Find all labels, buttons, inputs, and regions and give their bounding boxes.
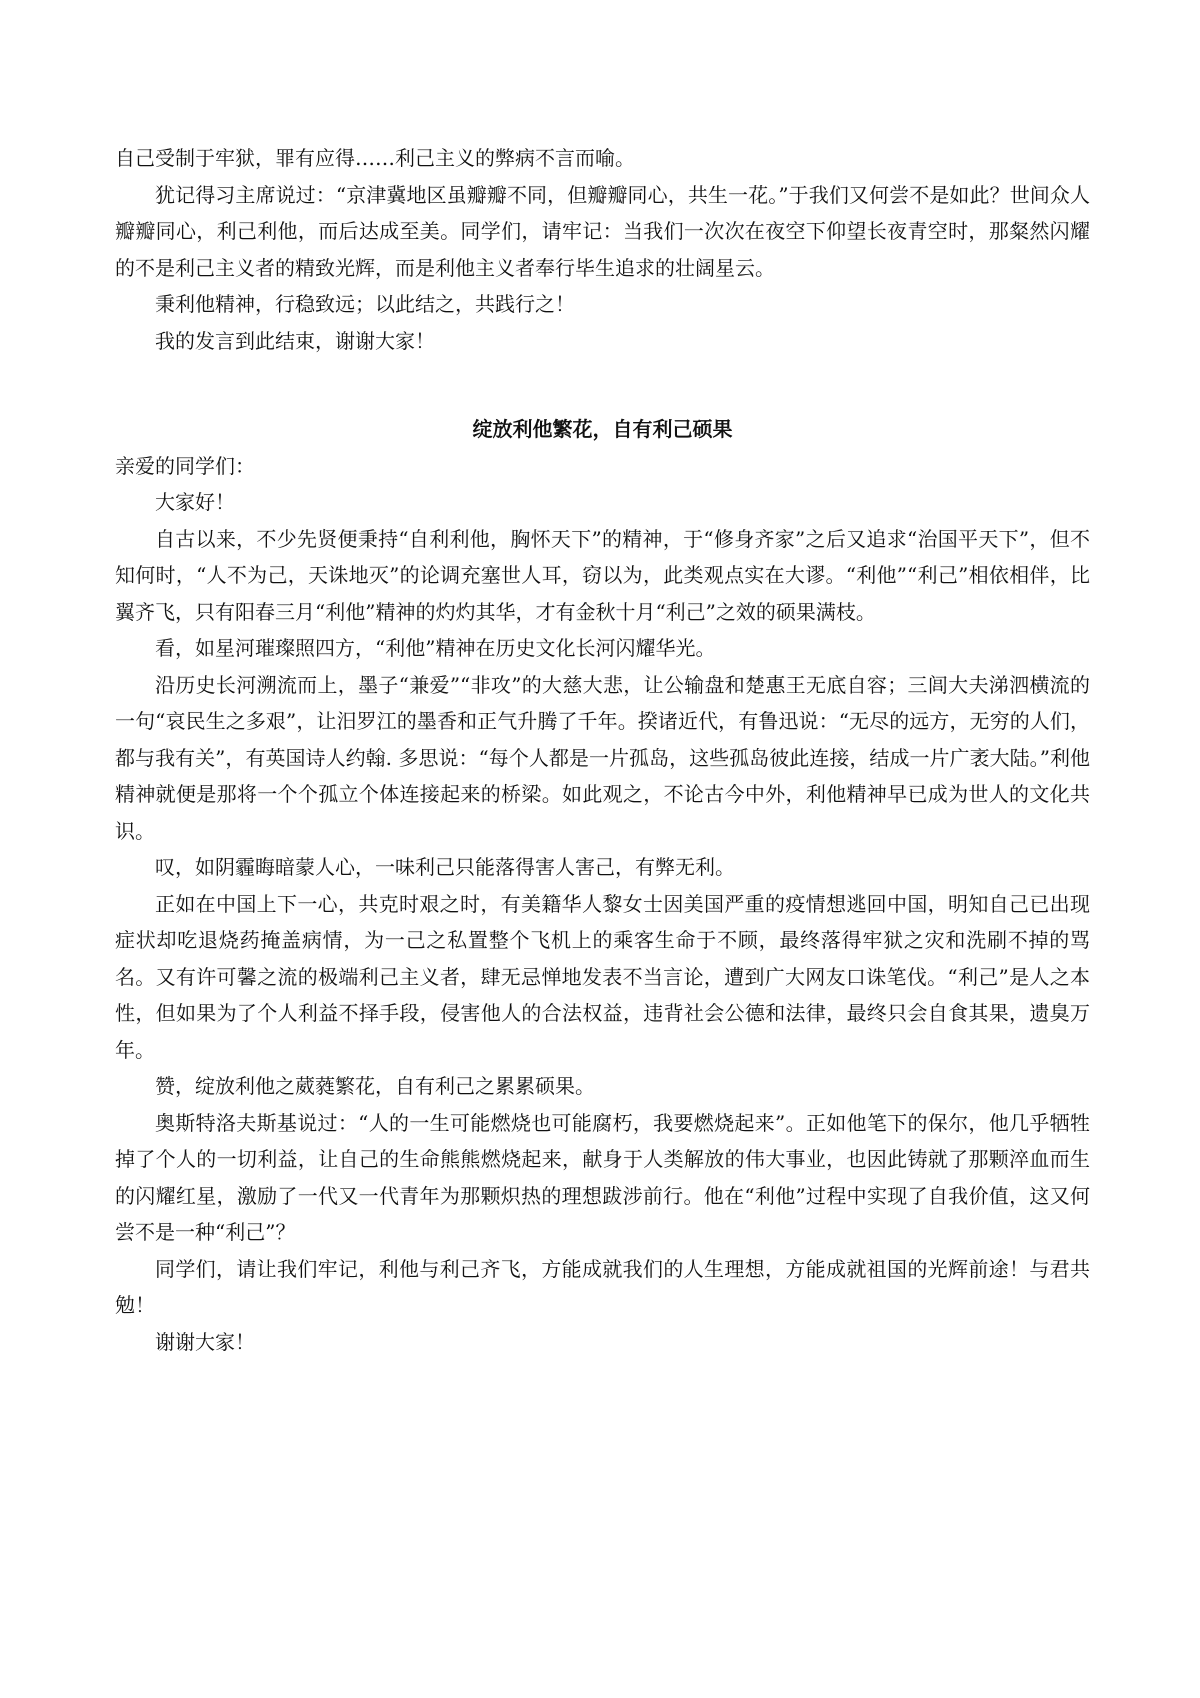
prev-paragraph-1: 自己受制于牢狱，罪有应得……利己主义的弊病不言而喻。 — [115, 146, 635, 170]
section-gap — [115, 359, 1090, 411]
article-closing: 谢谢大家！ — [155, 1329, 255, 1354]
article-paragraph-7: 奥斯特洛夫斯基说过：“人的一生可能燃烧也可能腐朽，我要燃烧起来”。正如他笔下的保尔，他几乎牺牲掉了个人的一切利益，让自己的生命熊熊燃烧起来，献身于人类解放的伟大事业，也因此铸就了那颗淬血而生的闪耀红星，激励了一代又一代青年为那颗炽热的理想跋涉前行。他在“利他”过程中实现了自我价值，这又何尝不是一种“利己”？ — [115, 1110, 1090, 1244]
article-greeting: 大家好！ — [155, 490, 235, 514]
article-salutation: 亲爱的同学们： — [115, 453, 255, 478]
prev-paragraph-2: 犹记得习主席说过：“京津冀地区虽瓣瓣不同，但瓣瓣同心，共生一花。”于我们又何尝不是如此？世间众人瓣瓣同心，利己利他，而后达成至美。同学们，请牢记：当我们一次次在夜空下仰望长夜青空时，那粲然闪耀的不是利己主义者的精致光辉，而是利他主义者奉行毕生追求的壮阔星云。 — [115, 182, 1090, 280]
article-paragraph-4: 叹，如阴霾晦暗蒙人心，一味利己只能落得害人害己，有弊无利。 — [155, 855, 735, 879]
article-paragraph-2: 看，如星河璀璨照四方，“利他”精神在历史文化长河闪耀华光。 — [155, 636, 716, 660]
article-paragraph-6: 赞，绽放利他之葳蕤繁花，自有利己之累累硕果。 — [155, 1074, 595, 1098]
article-paragraph-3: 沿历史长河溯流而上，墨子“兼爱”“非攻”的大慈大悲，让公输盘和楚惠王无底自容；三闾大夫涕泗横流的一句“哀民生之多艰”，让汨罗江的墨香和正气升腾了千年。揆诸近代，有鲁迅说：“无尽的远方，无穷的人们，都与我有关”，有英国诗人约翰. 多思说：“每个人都是一片孤岛，这些孤岛彼此连接，结成一片广袤大陆。”利他精神就便是那将一个个孤立个体连接起来的桥梁。如此观之，不论古今中外，利他精神早已成为世人的文化共识。 — [115, 672, 1090, 843]
article-paragraph-8: 同学们，请让我们牢记，利他与利己齐飞，方能成就我们的人生理想，方能成就祖国的光辉前途！与君共勉！ — [115, 1256, 1090, 1317]
prev-paragraph-4: 我的发言到此结束，谢谢大家！ — [155, 328, 435, 353]
prev-paragraph-3: 秉利他精神，行稳致远；以此结之，共践行之！ — [155, 292, 575, 316]
document-body — [115, 140, 1090, 1360]
article-paragraph-1: 自古以来，不少先贤便秉持“自利利他，胸怀天下”的精神，于“修身齐家”之后又追求“治国平天下”，但不知何时，“人不为己，天诛地灭”的论调充塞世人耳，窃以为，此类观点实在大谬。“利他”“利己”相依相伴，比翼齐飞，只有阳春三月“利他”精神的灼灼其华，才有金秋十月“利己”之效的硕果满枝。 — [115, 526, 1090, 624]
article-paragraph-5: 正如在中国上下一心，共克时艰之时，有美籍华人黎女士因美国严重的疫情想逃回中国，明知自己已出现症状却吃退烧药掩盖病情，为一己之私置整个飞机上的乘客生命于不顾，最终落得牢狱之灾和洗刷不掉的骂名。又有许可馨之流的极端利己主义者，肆无忌惮地发表不当言论，遭到广大网友口诛笔伐。“利己”是人之本性，但如果为了个人利益不择手段，侵害他人的合法权益，违背社会公德和法律，最终只会自食其果，遗臭万年。 — [115, 891, 1090, 1062]
article-title: 绽放利他繁花，自有利己硕果 — [472, 417, 733, 441]
